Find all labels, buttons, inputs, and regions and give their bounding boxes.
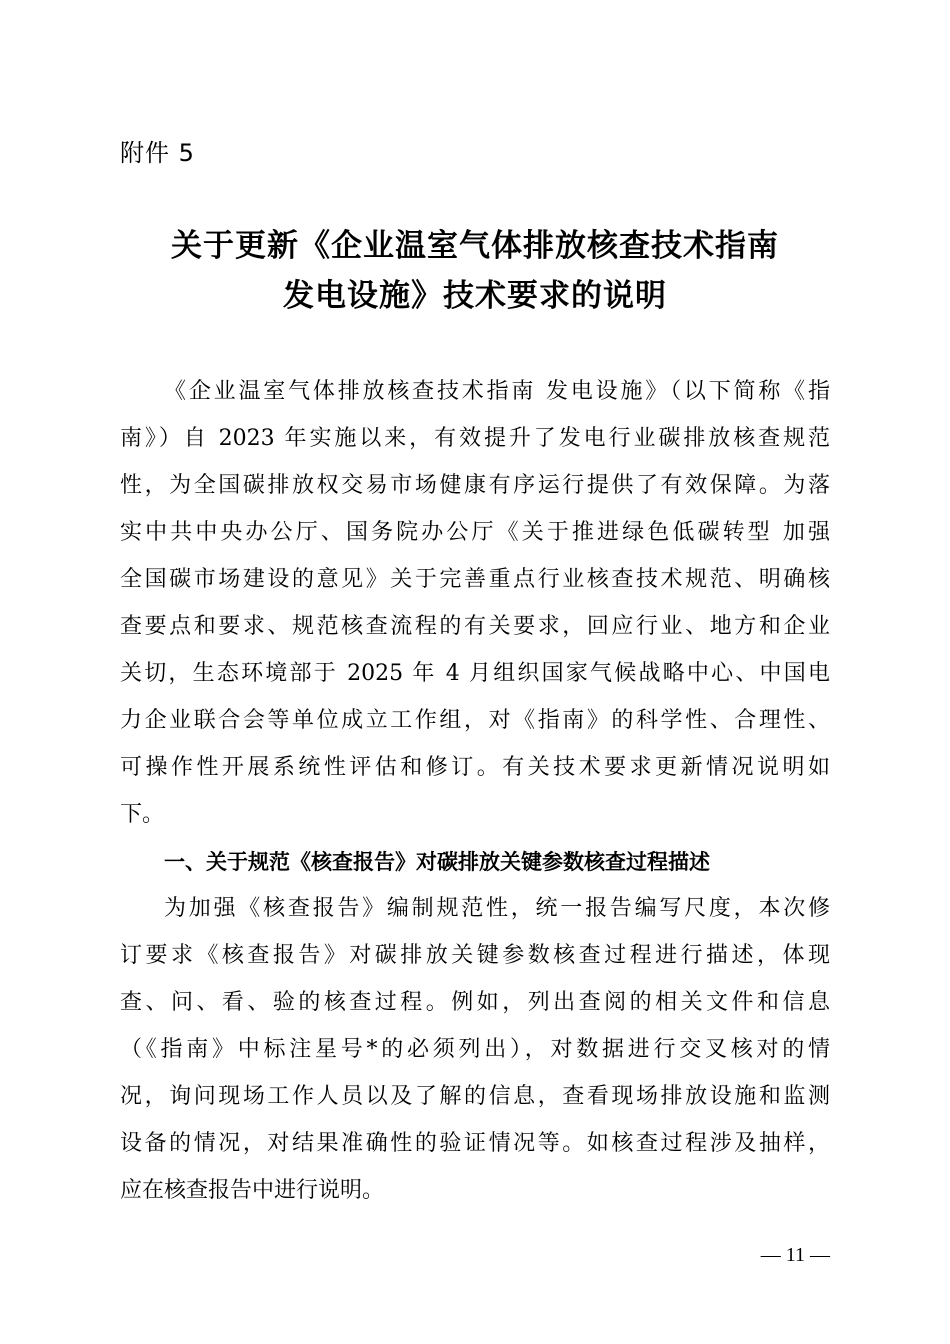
attachment-label: 附件 5 bbox=[120, 139, 195, 167]
paragraph-2-line: 况，询问现场工作人员以及了解的信息，查看现场排放设施和监测 bbox=[120, 1084, 830, 1109]
paragraph-1-line: 《企业温室气体排放核查技术指南 发电设施》（以下简称《指 bbox=[164, 379, 830, 404]
paragraph-1-line: 力企业联合会等单位成立工作组，对《指南》的科学性、合理性、 bbox=[120, 708, 830, 733]
paragraph-2-line: 应在核查报告中进行说明。 bbox=[120, 1178, 385, 1203]
paragraph-1-line: 性，为全国碳排放权交易市场健康有序运行提供了有效保障。为落 bbox=[120, 473, 830, 498]
paragraph-1-line: 查要点和要求、规范核查流程的有关要求，回应行业、地方和企业 bbox=[120, 614, 830, 639]
paragraph-1-line: 关切，生态环境部于 2025 年 4 月组织国家气候战略中心、中国电 bbox=[120, 661, 830, 686]
paragraph-2-line: 订要求《核查报告》对碳排放关键参数核查过程进行描述，体现 bbox=[120, 943, 830, 968]
paragraph-2-line: 查、问、看、验的核查过程。例如，列出查阅的相关文件和信息 bbox=[120, 990, 830, 1015]
document-title-line-2: 发电设施》技术要求的说明 bbox=[283, 278, 667, 314]
paragraph-1-line: 南》）自 2023 年实施以来，有效提升了发电行业碳排放核查规范 bbox=[120, 426, 830, 451]
page-number: — 11 — bbox=[760, 1244, 830, 1266]
paragraph-1-line: 实中共中央办公厅、国务院办公厅《关于推进绿色低碳转型 加强 bbox=[120, 520, 830, 545]
document-title-line-1: 关于更新《企业温室气体排放核查技术指南 bbox=[171, 228, 779, 264]
paragraph-2-line: 设备的情况，对结果准确性的验证情况等。如核查过程涉及抽样， bbox=[120, 1131, 830, 1156]
section-1-heading: 一、关于规范《核查报告》对碳排放关键参数核查过程描述 bbox=[164, 850, 710, 874]
paragraph-1-line: 下。 bbox=[120, 802, 165, 827]
paragraph-2-line: （《指南》中标注星号*的必须列出），对数据进行交叉核对的情 bbox=[120, 1037, 830, 1062]
paragraph-1-line: 可操作性开展系统性评估和修订。有关技术要求更新情况说明如 bbox=[120, 755, 830, 780]
paragraph-1-line: 全国碳市场建设的意见》关于完善重点行业核查技术规范、明确核 bbox=[120, 567, 830, 592]
paragraph-2-line: 为加强《核查报告》编制规范性，统一报告编写尺度，本次修 bbox=[164, 896, 830, 921]
